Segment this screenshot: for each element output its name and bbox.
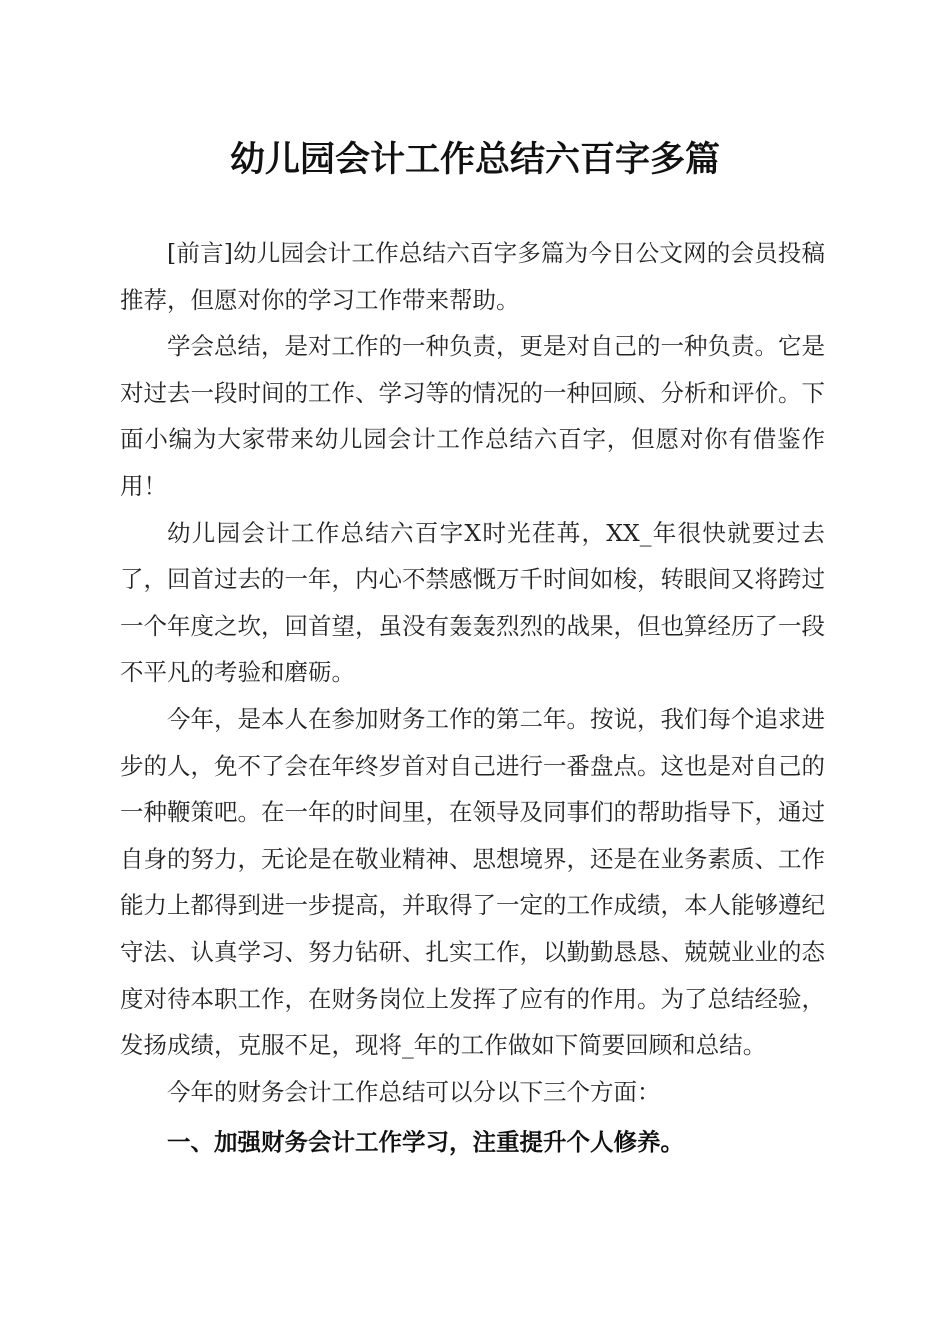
paragraph-time-review: 幼儿园会计工作总结六百字X时光荏苒，XX_年很快就要过去了，回首过去的一年，内心不禁感慨万千时间如梭，转眼间又将跨过一个年度之坎，回首望，虽没有轰轰烈烈的战果，但也算经历了一段不平凡的考验和磨砺。 [120,518,825,687]
section-heading-1: 一、加强财务会计工作学习，注重提升个人修养。 [167,1128,684,1157]
paragraph-intro: 学会总结，是对工作的一种负责，更是对自己的一种负责。它是对过去一段时间的工作、学习等的情况的一种回顾、分析和评价。下面小编为大家带来幼儿园会计工作总结六百字，但愿对你有借鉴作用！ [120,332,825,500]
document-title: 幼儿园会计工作总结六百字多篇 [229,139,720,180]
paragraph-preface: [前言]幼儿园会计工作总结六百字多篇为今日公文网的会员投稿推荐，但愿对你的学习工作带来帮助。 [120,239,825,314]
document-body [120,230,825,1166]
paragraph-year-summary: 今年，是本人在参加财务工作的第二年。按说，我们每个追求进步的人，免不了会在年终岁首对自己进行一番盘点。这也是对自己的一种鞭策吧。在一年的时间里，在领导及同事们的帮助指导下，通过自身的努力，无论是在敬业精神、思想境界，还是在业务素质、工作能力上都得到进一步提高，并取得了一定的工作成绩，本人能够遵纪守法、认真学习、努力钻研、扎实工作，以勤勤恳恳、兢兢业业的态度对待本职工作，在财务岗位上发挥了应有的作用。为了总结经验，发扬成绩，克服不足，现将_年的工作做如下简要回顾和总结。 [120,704,825,1060]
paragraph-three-aspects: 今年的财务会计工作总结可以分以下三个方面： [167,1077,661,1106]
